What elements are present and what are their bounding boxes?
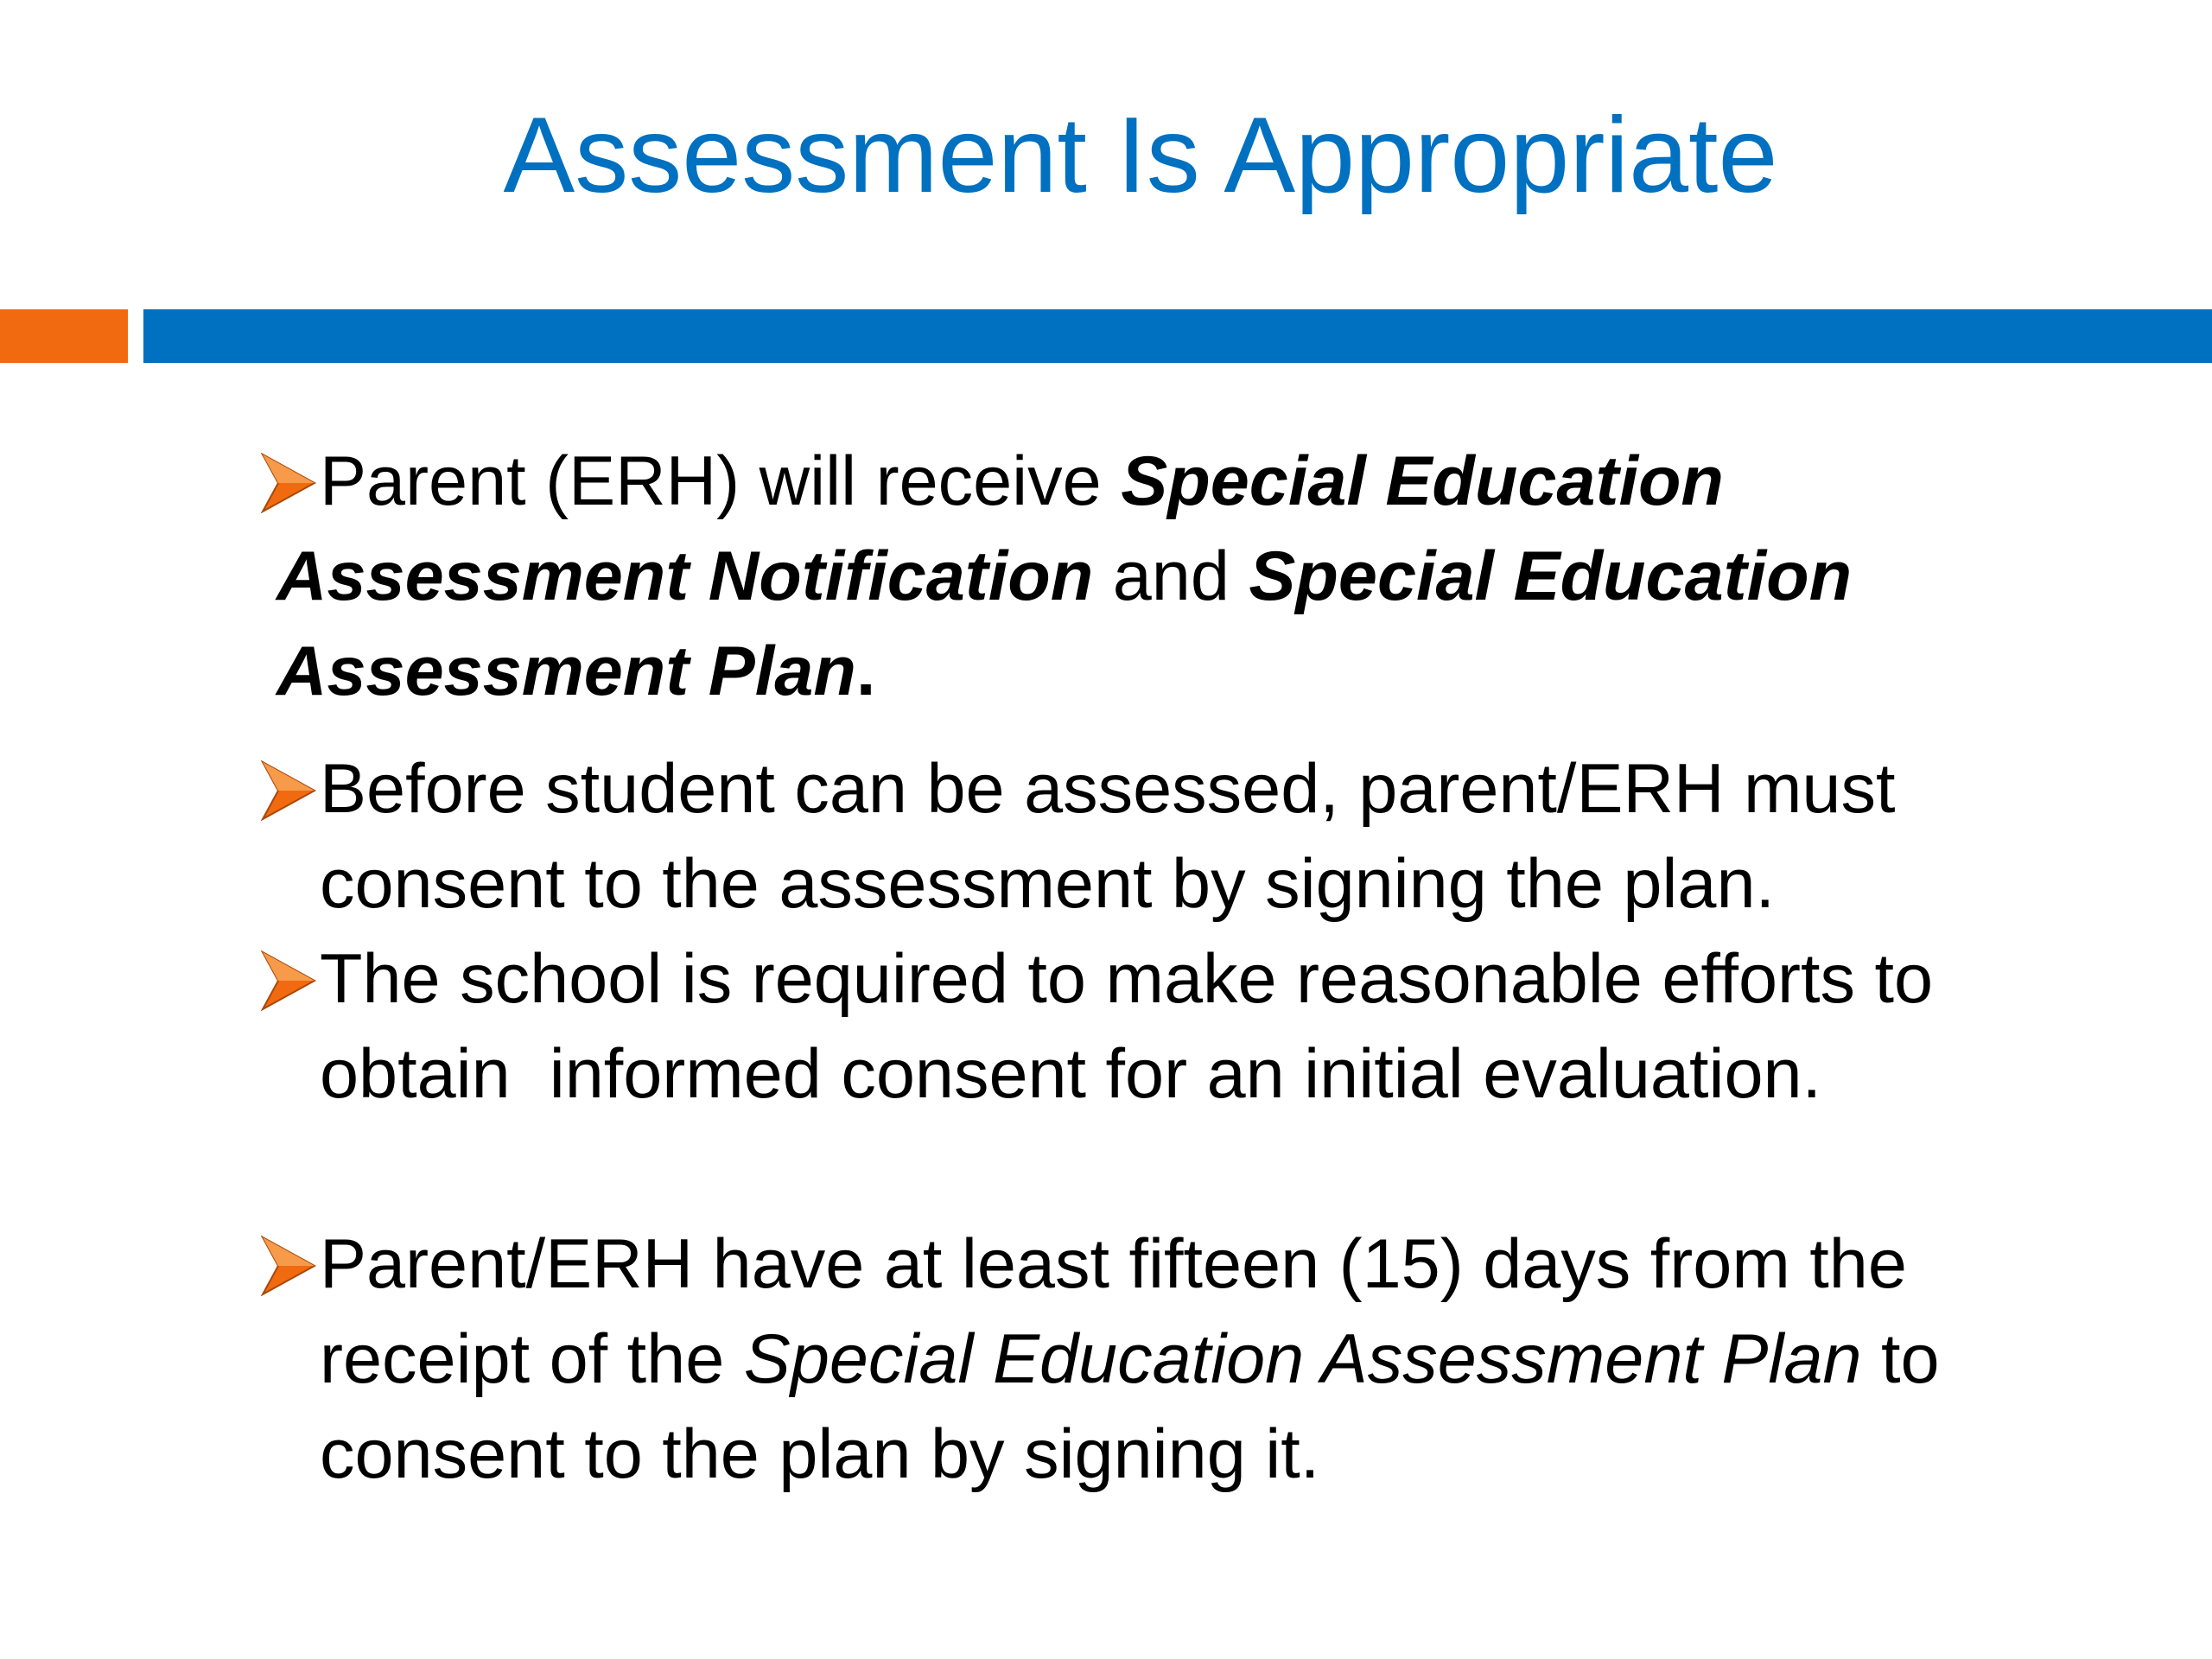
bullet-text-segment: Parent/ERH have at least fifteen (15) days from the receipt of the: [320, 1225, 1907, 1398]
bullet-item: [259, 1217, 2091, 1502]
arrow-bullet-icon: [259, 1236, 320, 1296]
bullet-item: [259, 931, 2091, 1122]
slide-title: Assessment Is Appropriate: [503, 96, 1778, 215]
bullet-text-segment: .: [855, 632, 876, 710]
arrow-bullet-icon: [259, 453, 320, 513]
bullet-text-segment: to consent to the plan by signing it.: [320, 1320, 1940, 1493]
document-title-plan: Special Education Assessment Plan: [276, 537, 1853, 710]
arrow-bullet-icon: [259, 950, 320, 1011]
bullet-text: [259, 434, 2091, 719]
document-title-plan: Special Education Assessment Plan: [743, 1320, 1862, 1398]
bullet-text: [259, 931, 2091, 1122]
bullet-text: Before student can be assessed, parent/ERH must consent to the assessment by signing the plan.: [320, 750, 1896, 923]
bullet-item: [259, 741, 2091, 931]
bullet-text-segment: and: [1093, 537, 1249, 615]
bullet-text-segment: The school is required to make reasonable efforts to obtain informed consent for an initial evaluation.: [320, 940, 1953, 1113]
bullet-text: [259, 1217, 2091, 1502]
document-title-notification: Special Education Assessment Notification: [276, 442, 1724, 615]
bullet-item: [259, 434, 2091, 719]
arrow-bullet-icon: [259, 760, 320, 821]
bullet-text-segment: Parent (ERH) will receive: [320, 442, 1122, 520]
